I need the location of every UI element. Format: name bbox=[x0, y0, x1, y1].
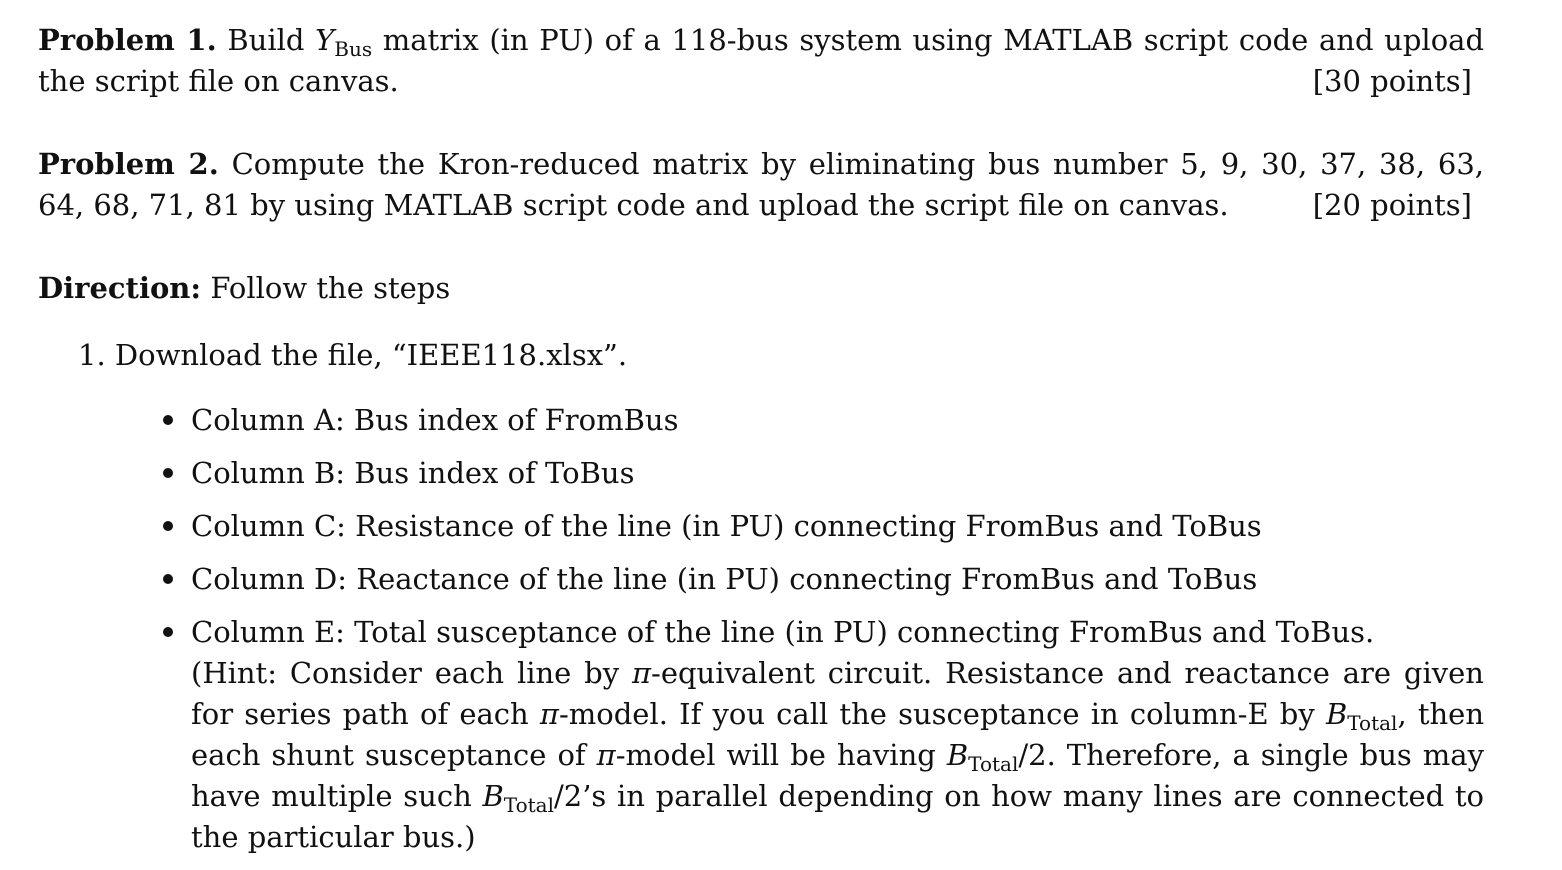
problem-1-text bbox=[38, 20, 1484, 102]
column-e-text: Column E: Total susceptance of the line (in PU) connecting FromBus and ToBus. bbox=[191, 615, 1375, 649]
problem-1-label: Problem 1. bbox=[38, 23, 217, 57]
hint-text-2: -equivalent circuit. Resistance and reactance are given for series path of each bbox=[191, 656, 1484, 731]
column-c-text: Column C: Resistance of the line (in PU) connecting FromBus and ToBus bbox=[191, 509, 1262, 543]
btotal-variable: B bbox=[1325, 697, 1348, 731]
pi-symbol: π bbox=[539, 697, 559, 731]
hint-text-6: /2. Therefore, a single bus may have multiple such bbox=[191, 738, 1484, 813]
list-item bbox=[158, 453, 1484, 494]
hint-text-1: (Hint: Consider each line by bbox=[191, 656, 632, 690]
problem-1 bbox=[38, 20, 1484, 102]
hint-text-4: , then each shunt susceptance of bbox=[191, 697, 1485, 772]
hint-text-3: -model. If you call the susceptance in column-E by bbox=[558, 697, 1326, 731]
pi-symbol: π bbox=[596, 738, 616, 772]
problem-1-text-a: Build bbox=[227, 23, 316, 57]
problem-2 bbox=[38, 144, 1484, 226]
bullet-icon bbox=[163, 574, 173, 584]
problem-2-label: Problem 2. bbox=[38, 147, 219, 181]
ybus-subscript: Bus bbox=[334, 37, 373, 61]
list-item bbox=[158, 506, 1484, 547]
btotal-variable: B bbox=[946, 738, 969, 772]
problem-2-body: Compute the Kron-reduced matrix by eliminating bus number 5, 9, 30, 37, 38, 63, 64, 68, 71, 81 by using MATLAB script code and upload the script file on canvas. bbox=[38, 147, 1484, 222]
btotal-subscript: Total bbox=[503, 793, 554, 817]
bullet-icon bbox=[163, 521, 173, 531]
problem-2-text bbox=[38, 144, 1484, 226]
btotal-subscript: Total bbox=[968, 752, 1019, 776]
column-a-text: Column A: Bus index of FromBus bbox=[191, 403, 679, 437]
list-item bbox=[158, 400, 1484, 441]
problem-2-points: [20 points] bbox=[1312, 188, 1472, 222]
column-d-text: Column D: Reactance of the line (in PU) connecting FromBus and ToBus bbox=[191, 562, 1258, 596]
list-item bbox=[158, 612, 1484, 858]
problem-1-text-b: matrix (in PU) of a 118-bus system using MATLAB script code and upload the script file on canvas. bbox=[38, 23, 1485, 98]
bullet-icon bbox=[163, 627, 173, 637]
direction-text: Follow the steps bbox=[210, 271, 451, 305]
bullet-icon bbox=[163, 415, 173, 425]
document-page bbox=[38, 20, 1484, 870]
problem-1-points: [30 points] bbox=[1312, 64, 1472, 98]
hint-text-7: /2’s in parallel depending on how many lines are connected to the particular bus.) bbox=[191, 779, 1484, 854]
btotal-subscript: Total bbox=[1347, 711, 1398, 735]
step-1-text: Download the file, “IEEE118.xlsx”. bbox=[114, 338, 628, 372]
list-item bbox=[158, 559, 1484, 600]
pi-symbol: π bbox=[631, 656, 652, 690]
step-1-number: 1. bbox=[78, 338, 106, 372]
hint-paragraph bbox=[191, 653, 1484, 858]
btotal-variable: B bbox=[482, 779, 504, 813]
ybus-variable: Y bbox=[315, 23, 335, 57]
column-b-text: Column B: Bus index of ToBus bbox=[191, 456, 635, 490]
hint-text-5: -model will be having bbox=[615, 738, 947, 772]
direction bbox=[38, 268, 1484, 309]
column-list bbox=[158, 400, 1484, 858]
bullet-icon bbox=[163, 468, 173, 478]
step-1 bbox=[78, 335, 1484, 376]
direction-label: Direction: bbox=[38, 271, 202, 305]
